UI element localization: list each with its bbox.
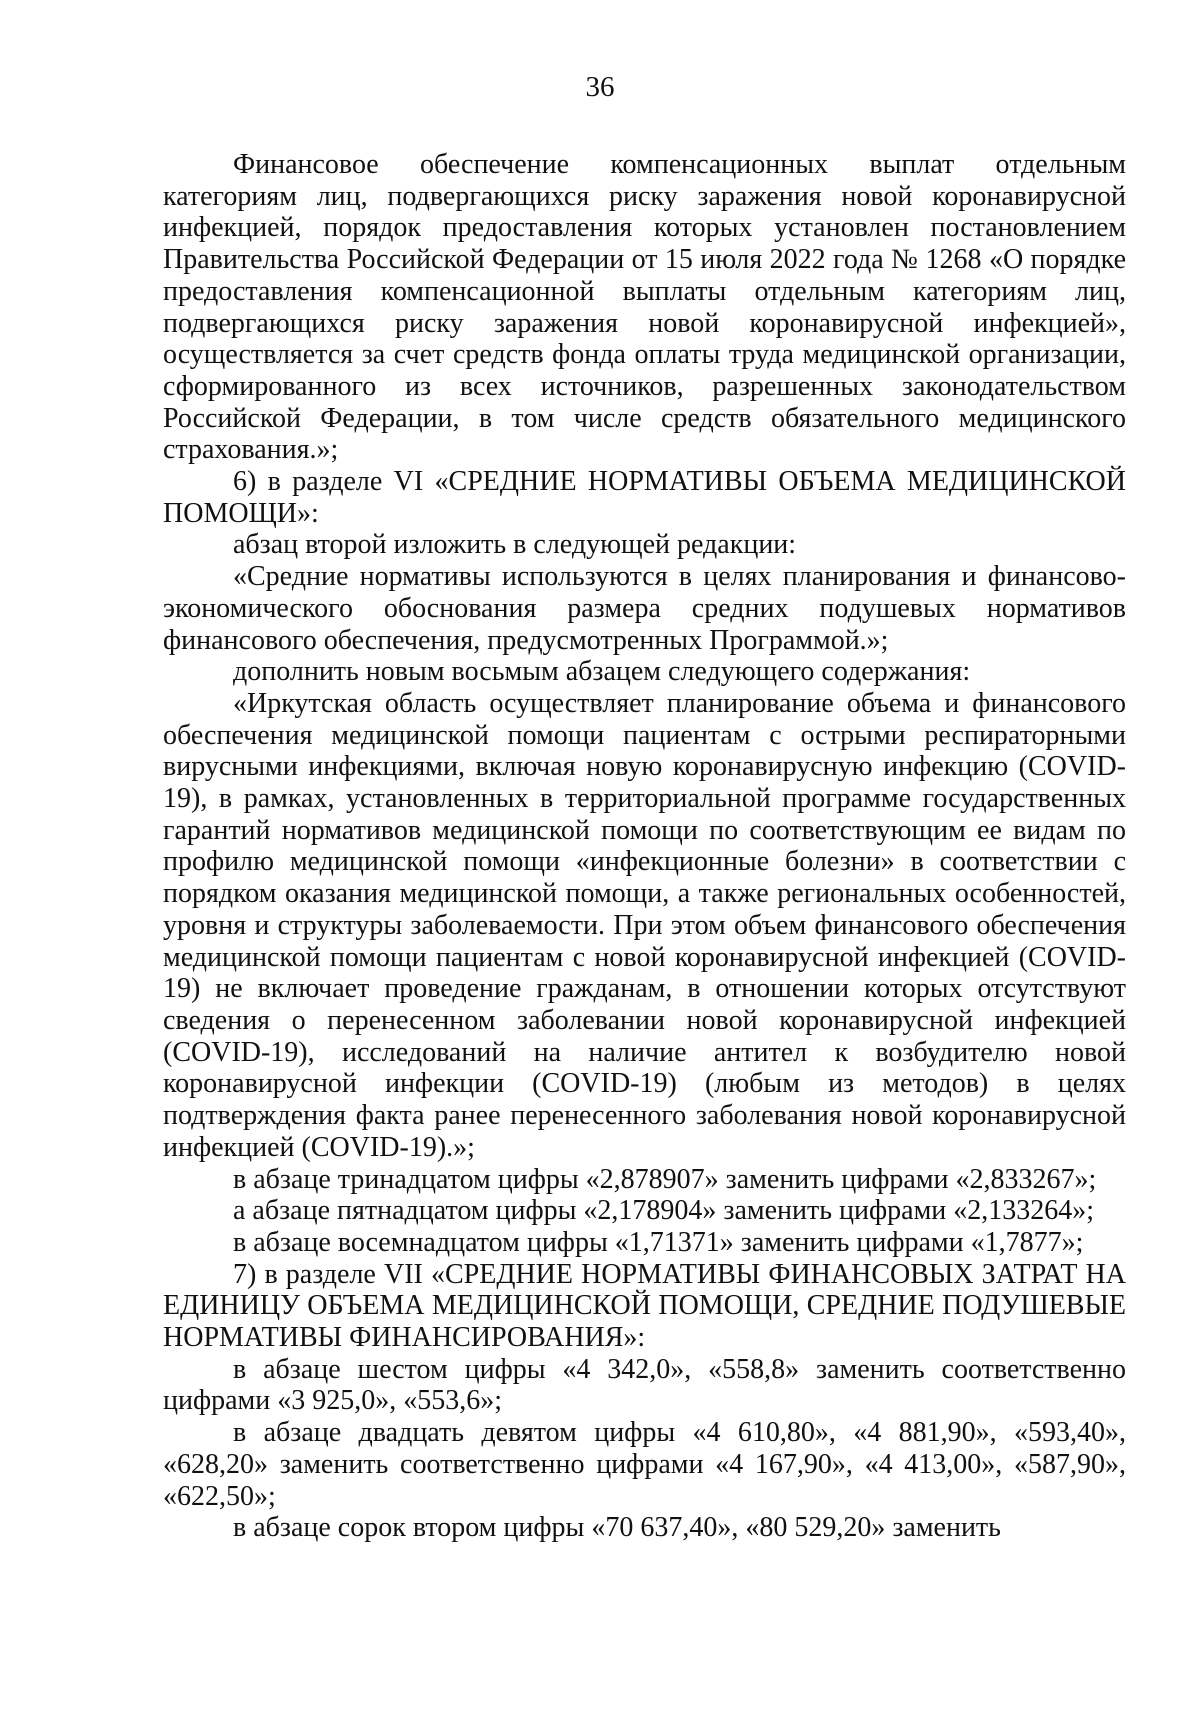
paragraph-section-vii-heading: 7) в разделе VII «СРЕДНИЕ НОРМАТИВЫ ФИНАНСОВЫХ ЗАТРАТ НА ЕДИНИЦУ ОБЪЕМА МЕДИЦИНСКОЙ ПОМОЩИ, СРЕДНИЕ ПОДУШЕВЫЕ НОРМАТИВЫ ФИНАНСИРОВАНИЯ»: — [163, 1258, 1126, 1354]
paragraph-thirteenth-abzac: в абзаце тринадцатом цифры «2,878907» заменить цифрами «2,833267»; — [233, 1163, 1097, 1195]
document-body — [163, 149, 1126, 1544]
paragraph-second-abzac: абзац второй изложить в следующей редакции: — [233, 529, 797, 561]
paragraph-sixth-abzac: в абзаце шестом цифры «4 342,0», «558,8» заменить соответственно цифрами «3 925,0», «553,6»; — [163, 1353, 1126, 1417]
paragraph-fifteenth-abzac: а абзаце пятнадцатом цифры «2,178904» заменить цифрами «2,133264»; — [233, 1195, 1095, 1227]
paragraph-eighteenth-abzac: в абзаце восемнадцатом цифры «1,71371» заменить цифрами «1,7877»; — [233, 1226, 1084, 1258]
paragraph-financing-compensation: Финансовое обеспечение компенсационных выплат отдельным категориям лиц, подвергающихся риску заражения новой коронавирусной инфекцией, порядок предоставления которых установлен постановлением Правительства Российской Федерации от 15 июля 2022 года № 1268 «О порядке предоставления компенсационной выплаты отдельным категориям лиц, подвергающихся риску заражения новой коронавирусной инфекцией», осуществляется за счет средств фонда оплаты труда медицинской организации, сформированного из всех источников, разрешенных законодательством Российской Федерации, в том числе средств обязательного медицинского страхования.»; — [163, 149, 1126, 466]
paragraph-average-norms: «Средние нормативы используются в целях планирования и финансово-экономического обоснования размера средних подушевых нормативов финансового обеспечения, предусмотренных Программой.»; — [163, 561, 1126, 656]
page-number: 36 — [585, 71, 615, 103]
paragraph-irkutsk-covid: «Иркутская область осуществляет планирование объема и финансового обеспечения медицинской помощи пациентам с острыми респираторными вирусными инфекциями, включая новую коронавирусную инфекцию (COVID-19), в рамках, установленных в территориальной программе государственных гарантий нормативов медицинской помощи по соответствующим ее видам по профилю медицинской помощи «инфекционные болезни» в соответствии с порядком оказания медицинской помощи, а также региональных особенностей, уровня и структуры заболеваемости. При этом объем финансового обеспечения медицинской помощи пациентам с новой коронавирусной инфекцией (COVID-19) не включает проведение гражданам, в отношении которых отсутствуют сведения о перенесенном заболевании новой коронавирусной инфекцией (COVID-19), исследований на наличие антител к возбудителю новой коронавирусной инфекции (COVID-19) (любым из методов) в целях подтверждения факта ранее перенесенного заболевания новой коронавирусной инфекцией (COVID-19).»; — [163, 687, 1126, 1163]
paragraph-section-vi-heading: 6) в разделе VI «СРЕДНИЕ НОРМАТИВЫ ОБЪЕМА МЕДИЦИНСКОЙ ПОМОЩИ»: — [163, 466, 1126, 529]
paragraph-twenty-ninth-abzac: в абзаце двадцать девятом цифры «4 610,80», «4 881,90», «593,40», «628,20» заменить соответственно цифрами «4 167,90», «4 413,00», «587,90», «622,50»; — [163, 1417, 1126, 1512]
paragraph-forty-second-abzac: в абзаце сорок втором цифры «70 637,40», «80 529,20» заменить — [233, 1512, 1001, 1544]
paragraph-add-eighth-abzac: дополнить новым восьмым абзацем следующего содержания: — [233, 656, 971, 688]
